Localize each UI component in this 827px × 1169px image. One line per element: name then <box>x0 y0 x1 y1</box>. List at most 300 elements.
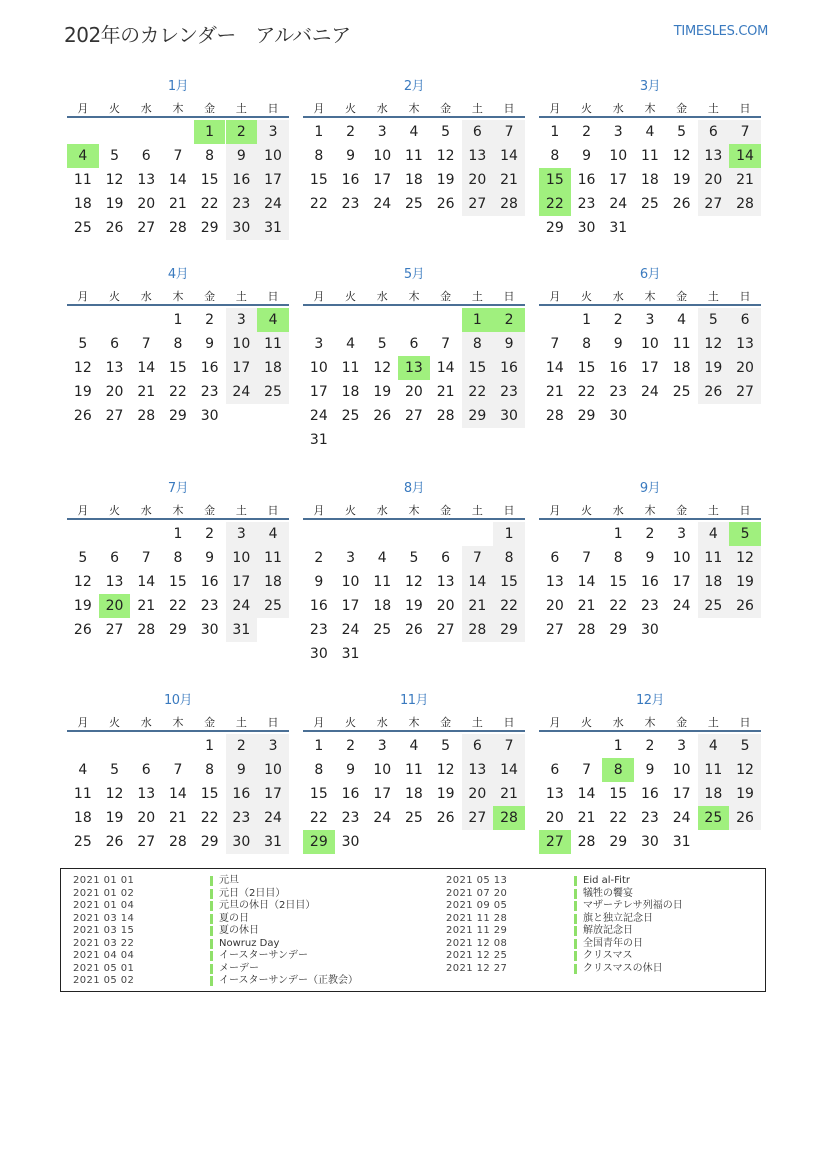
day-cell[interactable]: 24 <box>226 594 258 618</box>
day-cell[interactable]: 22 <box>169 598 187 614</box>
day-cell[interactable]: 31 <box>672 834 691 850</box>
day-cell[interactable]: 9 <box>346 762 355 778</box>
day-cell[interactable]: 12 <box>373 360 392 376</box>
day-cell[interactable]: 24 <box>373 810 392 826</box>
day-cell[interactable]: 17 <box>373 786 392 802</box>
day-cell[interactable]: 5 <box>409 550 419 566</box>
day-cell[interactable]: 19 <box>672 172 691 188</box>
day-cell[interactable]: 17 <box>226 570 258 594</box>
day-cell[interactable]: 19 <box>405 598 423 614</box>
day-cell[interactable]: 20 <box>405 384 423 400</box>
day-cell[interactable]: 17 <box>641 360 659 376</box>
day-cell[interactable]: 16 <box>609 360 628 376</box>
holiday-day-cell[interactable]: 4 <box>67 144 99 168</box>
day-cell[interactable]: 28 <box>577 834 596 850</box>
day-cell[interactable]: 5 <box>698 308 730 332</box>
day-cell[interactable]: 9 <box>226 758 258 782</box>
holiday-day-cell[interactable]: 27 <box>539 830 571 854</box>
day-cell[interactable]: 14 <box>169 172 187 188</box>
day-cell[interactable]: 11 <box>341 360 360 376</box>
day-cell[interactable]: 23 <box>226 192 258 216</box>
day-cell[interactable]: 22 <box>462 380 494 404</box>
day-cell[interactable]: 24 <box>373 196 392 212</box>
day-cell[interactable]: 22 <box>609 810 628 826</box>
day-cell[interactable]: 14 <box>577 786 596 802</box>
day-cell[interactable]: 5 <box>441 738 451 754</box>
day-cell[interactable]: 23 <box>641 810 659 826</box>
day-cell[interactable]: 17 <box>672 574 691 590</box>
day-cell[interactable]: 27 <box>436 622 455 638</box>
holiday-day-cell[interactable]: 1 <box>462 308 494 332</box>
day-cell[interactable]: 20 <box>105 384 124 400</box>
day-cell[interactable]: 29 <box>169 408 187 424</box>
day-cell[interactable]: 20 <box>436 598 455 614</box>
day-cell[interactable]: 3 <box>613 124 623 140</box>
day-cell[interactable]: 8 <box>493 546 525 570</box>
day-cell[interactable]: 6 <box>462 120 494 144</box>
day-cell[interactable]: 27 <box>462 192 494 216</box>
day-cell[interactable]: 30 <box>641 834 659 850</box>
day-cell[interactable]: 3 <box>257 120 289 144</box>
day-cell[interactable]: 14 <box>169 786 187 802</box>
day-cell[interactable]: 23 <box>341 196 360 212</box>
day-cell[interactable]: 10 <box>641 336 659 352</box>
day-cell[interactable]: 2 <box>226 734 258 758</box>
day-cell[interactable]: 3 <box>377 124 387 140</box>
day-cell[interactable]: 21 <box>137 384 156 400</box>
day-cell[interactable]: 23 <box>493 380 525 404</box>
day-cell[interactable]: 14 <box>137 574 156 590</box>
holiday-day-cell[interactable]: 5 <box>729 522 761 546</box>
day-cell[interactable]: 21 <box>577 810 596 826</box>
day-cell[interactable]: 18 <box>405 786 423 802</box>
day-cell[interactable]: 17 <box>257 168 289 192</box>
day-cell[interactable]: 23 <box>341 810 360 826</box>
day-cell[interactable]: 16 <box>226 168 258 192</box>
day-cell[interactable]: 25 <box>257 594 289 618</box>
day-cell[interactable]: 6 <box>110 336 119 352</box>
day-cell[interactable]: 25 <box>73 220 92 236</box>
day-cell[interactable]: 24 <box>641 384 659 400</box>
day-cell[interactable]: 31 <box>257 830 289 854</box>
day-cell[interactable]: 27 <box>729 380 761 404</box>
day-cell[interactable]: 18 <box>698 782 730 806</box>
day-cell[interactable]: 16 <box>200 360 219 376</box>
day-cell[interactable]: 10 <box>373 762 392 778</box>
day-cell[interactable]: 29 <box>609 622 628 638</box>
day-cell[interactable]: 26 <box>698 380 730 404</box>
day-cell[interactable]: 21 <box>577 598 596 614</box>
day-cell[interactable]: 18 <box>641 172 659 188</box>
day-cell[interactable]: 29 <box>609 834 628 850</box>
day-cell[interactable]: 14 <box>545 360 564 376</box>
day-cell[interactable]: 7 <box>173 762 183 778</box>
day-cell[interactable]: 30 <box>200 622 219 638</box>
day-cell[interactable]: 21 <box>462 594 494 618</box>
day-cell[interactable]: 1 <box>613 526 623 542</box>
holiday-day-cell[interactable]: 29 <box>303 830 335 854</box>
day-cell[interactable]: 27 <box>545 622 564 638</box>
day-cell[interactable]: 9 <box>613 336 623 352</box>
holiday-day-cell[interactable]: 14 <box>729 144 761 168</box>
day-cell[interactable]: 11 <box>672 336 691 352</box>
holiday-day-cell[interactable]: 2 <box>493 308 525 332</box>
day-cell[interactable]: 12 <box>729 758 761 782</box>
day-cell[interactable]: 24 <box>226 380 258 404</box>
day-cell[interactable]: 11 <box>405 148 423 164</box>
day-cell[interactable]: 7 <box>493 120 525 144</box>
day-cell[interactable]: 5 <box>677 124 687 140</box>
day-cell[interactable]: 2 <box>205 526 215 542</box>
day-cell[interactable]: 26 <box>73 622 92 638</box>
day-cell[interactable]: 3 <box>677 526 687 542</box>
day-cell[interactable]: 1 <box>493 522 525 546</box>
day-cell[interactable]: 18 <box>257 570 289 594</box>
day-cell[interactable]: 27 <box>698 192 730 216</box>
day-cell[interactable]: 6 <box>462 734 494 758</box>
day-cell[interactable]: 2 <box>346 738 355 754</box>
day-cell[interactable]: 30 <box>577 220 596 236</box>
day-cell[interactable]: 4 <box>257 522 289 546</box>
day-cell[interactable]: 2 <box>645 526 655 542</box>
day-cell[interactable]: 2 <box>205 312 215 328</box>
day-cell[interactable]: 26 <box>405 622 423 638</box>
day-cell[interactable]: 3 <box>645 312 655 328</box>
day-cell[interactable]: 6 <box>110 550 119 566</box>
day-cell[interactable]: 4 <box>677 312 687 328</box>
day-cell[interactable]: 1 <box>613 738 623 754</box>
day-cell[interactable]: 20 <box>729 356 761 380</box>
day-cell[interactable]: 25 <box>373 622 392 638</box>
day-cell[interactable]: 18 <box>672 360 691 376</box>
day-cell[interactable]: 23 <box>200 598 219 614</box>
day-cell[interactable]: 15 <box>200 786 219 802</box>
holiday-day-cell[interactable]: 8 <box>602 758 634 782</box>
day-cell[interactable]: 7 <box>729 120 761 144</box>
day-cell[interactable]: 18 <box>405 172 423 188</box>
day-cell[interactable]: 1 <box>314 738 324 754</box>
day-cell[interactable]: 27 <box>405 408 423 424</box>
day-cell[interactable]: 8 <box>462 332 494 356</box>
day-cell[interactable]: 24 <box>341 622 360 638</box>
day-cell[interactable]: 16 <box>200 574 219 590</box>
day-cell[interactable]: 20 <box>698 168 730 192</box>
day-cell[interactable]: 4 <box>409 124 419 140</box>
day-cell[interactable]: 1 <box>205 738 215 754</box>
day-cell[interactable]: 20 <box>137 196 156 212</box>
day-cell[interactable]: 9 <box>346 148 355 164</box>
day-cell[interactable]: 11 <box>641 148 659 164</box>
day-cell[interactable]: 31 <box>309 432 328 448</box>
day-cell[interactable]: 19 <box>73 384 92 400</box>
day-cell[interactable]: 4 <box>698 734 730 758</box>
day-cell[interactable]: 26 <box>436 196 455 212</box>
day-cell[interactable]: 15 <box>462 356 494 380</box>
day-cell[interactable]: 29 <box>577 408 596 424</box>
day-cell[interactable]: 19 <box>436 172 455 188</box>
day-cell[interactable]: 5 <box>377 336 387 352</box>
day-cell[interactable]: 16 <box>341 172 360 188</box>
day-cell[interactable]: 29 <box>200 834 219 850</box>
day-cell[interactable]: 11 <box>73 172 92 188</box>
day-cell[interactable]: 31 <box>257 216 289 240</box>
day-cell[interactable]: 8 <box>205 148 215 164</box>
day-cell[interactable]: 16 <box>641 786 659 802</box>
day-cell[interactable]: 27 <box>462 806 494 830</box>
day-cell[interactable]: 22 <box>493 594 525 618</box>
day-cell[interactable]: 15 <box>169 574 187 590</box>
day-cell[interactable]: 4 <box>645 124 655 140</box>
day-cell[interactable]: 4 <box>409 738 419 754</box>
day-cell[interactable]: 13 <box>436 574 455 590</box>
day-cell[interactable]: 4 <box>698 522 730 546</box>
day-cell[interactable]: 15 <box>309 786 328 802</box>
day-cell[interactable]: 23 <box>641 598 659 614</box>
day-cell[interactable]: 2 <box>582 124 591 140</box>
day-cell[interactable]: 20 <box>137 810 156 826</box>
day-cell[interactable]: 16 <box>341 786 360 802</box>
day-cell[interactable]: 26 <box>105 834 124 850</box>
day-cell[interactable]: 2 <box>314 550 324 566</box>
day-cell[interactable]: 7 <box>173 148 183 164</box>
day-cell[interactable]: 10 <box>309 360 328 376</box>
day-cell[interactable]: 19 <box>105 810 124 826</box>
day-cell[interactable]: 12 <box>73 574 92 590</box>
day-cell[interactable]: 12 <box>405 574 423 590</box>
day-cell[interactable]: 20 <box>545 598 564 614</box>
day-cell[interactable]: 16 <box>309 598 328 614</box>
day-cell[interactable]: 19 <box>698 356 730 380</box>
day-cell[interactable]: 4 <box>346 336 355 352</box>
day-cell[interactable]: 25 <box>405 810 423 826</box>
day-cell[interactable]: 7 <box>141 336 151 352</box>
day-cell[interactable]: 12 <box>436 148 455 164</box>
day-cell[interactable]: 8 <box>173 336 183 352</box>
day-cell[interactable]: 9 <box>314 574 324 590</box>
day-cell[interactable]: 22 <box>309 810 328 826</box>
day-cell[interactable]: 18 <box>257 356 289 380</box>
day-cell[interactable]: 14 <box>493 758 525 782</box>
day-cell[interactable]: 27 <box>105 622 124 638</box>
day-cell[interactable]: 7 <box>441 336 451 352</box>
day-cell[interactable]: 26 <box>436 810 455 826</box>
day-cell[interactable]: 22 <box>309 196 328 212</box>
day-cell[interactable]: 26 <box>73 408 92 424</box>
day-cell[interactable]: 21 <box>436 384 455 400</box>
day-cell[interactable]: 10 <box>373 148 392 164</box>
day-cell[interactable]: 21 <box>169 196 187 212</box>
day-cell[interactable]: 17 <box>257 782 289 806</box>
day-cell[interactable]: 5 <box>78 550 88 566</box>
day-cell[interactable]: 12 <box>105 786 124 802</box>
day-cell[interactable]: 22 <box>200 810 219 826</box>
day-cell[interactable]: 12 <box>436 762 455 778</box>
day-cell[interactable]: 30 <box>200 408 219 424</box>
day-cell[interactable]: 28 <box>493 192 525 216</box>
day-cell[interactable]: 16 <box>226 782 258 806</box>
site-logo[interactable]: TIMESLES.COM <box>673 24 768 39</box>
holiday-day-cell[interactable]: 13 <box>398 356 430 380</box>
day-cell[interactable]: 3 <box>677 738 687 754</box>
day-cell[interactable]: 3 <box>226 308 258 332</box>
day-cell[interactable]: 9 <box>493 332 525 356</box>
day-cell[interactable]: 24 <box>609 196 628 212</box>
day-cell[interactable]: 11 <box>257 332 289 356</box>
day-cell[interactable]: 17 <box>373 172 392 188</box>
day-cell[interactable]: 14 <box>137 360 156 376</box>
day-cell[interactable]: 13 <box>462 758 494 782</box>
day-cell[interactable]: 31 <box>341 646 360 662</box>
day-cell[interactable]: 26 <box>373 408 392 424</box>
day-cell[interactable]: 2 <box>346 124 355 140</box>
day-cell[interactable]: 6 <box>441 550 451 566</box>
day-cell[interactable]: 28 <box>545 408 564 424</box>
day-cell[interactable]: 24 <box>309 408 328 424</box>
day-cell[interactable]: 13 <box>545 786 564 802</box>
day-cell[interactable]: 11 <box>257 546 289 570</box>
day-cell[interactable]: 7 <box>582 762 591 778</box>
day-cell[interactable]: 30 <box>641 622 659 638</box>
day-cell[interactable]: 26 <box>729 594 761 618</box>
day-cell[interactable]: 19 <box>729 782 761 806</box>
day-cell[interactable]: 20 <box>462 782 494 806</box>
day-cell[interactable]: 11 <box>698 546 730 570</box>
day-cell[interactable]: 13 <box>545 574 564 590</box>
day-cell[interactable]: 23 <box>226 806 258 830</box>
day-cell[interactable]: 13 <box>105 360 124 376</box>
day-cell[interactable]: 1 <box>582 312 591 328</box>
day-cell[interactable]: 17 <box>226 356 258 380</box>
day-cell[interactable]: 19 <box>373 384 392 400</box>
holiday-day-cell[interactable]: 2 <box>226 120 258 144</box>
day-cell[interactable]: 8 <box>613 550 623 566</box>
day-cell[interactable]: 7 <box>462 546 494 570</box>
day-cell[interactable]: 28 <box>169 220 187 236</box>
day-cell[interactable]: 12 <box>729 546 761 570</box>
holiday-day-cell[interactable]: 22 <box>539 192 571 216</box>
day-cell[interactable]: 14 <box>436 360 455 376</box>
day-cell[interactable]: 11 <box>405 762 423 778</box>
day-cell[interactable]: 7 <box>493 734 525 758</box>
day-cell[interactable]: 15 <box>309 172 328 188</box>
day-cell[interactable]: 22 <box>577 384 596 400</box>
day-cell[interactable]: 1 <box>550 124 560 140</box>
day-cell[interactable]: 8 <box>314 762 324 778</box>
day-cell[interactable]: 15 <box>200 172 219 188</box>
day-cell[interactable]: 19 <box>436 786 455 802</box>
day-cell[interactable]: 17 <box>341 598 360 614</box>
day-cell[interactable]: 28 <box>577 622 596 638</box>
day-cell[interactable]: 9 <box>582 148 591 164</box>
day-cell[interactable]: 23 <box>200 384 219 400</box>
day-cell[interactable]: 21 <box>137 598 156 614</box>
day-cell[interactable]: 5 <box>110 762 119 778</box>
day-cell[interactable]: 23 <box>577 196 596 212</box>
day-cell[interactable]: 4 <box>78 762 88 778</box>
day-cell[interactable]: 9 <box>226 144 258 168</box>
day-cell[interactable]: 28 <box>462 618 494 642</box>
day-cell[interactable]: 28 <box>729 192 761 216</box>
day-cell[interactable]: 5 <box>110 148 119 164</box>
day-cell[interactable]: 12 <box>672 148 691 164</box>
day-cell[interactable]: 12 <box>698 332 730 356</box>
day-cell[interactable]: 30 <box>609 408 628 424</box>
day-cell[interactable]: 30 <box>226 216 258 240</box>
day-cell[interactable]: 24 <box>257 192 289 216</box>
day-cell[interactable]: 9 <box>205 550 215 566</box>
day-cell[interactable]: 10 <box>257 758 289 782</box>
day-cell[interactable]: 17 <box>672 786 691 802</box>
day-cell[interactable]: 28 <box>137 408 156 424</box>
day-cell[interactable]: 9 <box>645 550 655 566</box>
day-cell[interactable]: 1 <box>173 312 183 328</box>
day-cell[interactable]: 13 <box>137 172 156 188</box>
day-cell[interactable]: 28 <box>436 408 455 424</box>
day-cell[interactable]: 17 <box>309 384 328 400</box>
day-cell[interactable]: 14 <box>577 574 596 590</box>
day-cell[interactable]: 13 <box>462 144 494 168</box>
day-cell[interactable]: 19 <box>729 570 761 594</box>
day-cell[interactable]: 25 <box>698 594 730 618</box>
day-cell[interactable]: 13 <box>105 574 124 590</box>
day-cell[interactable]: 30 <box>341 834 360 850</box>
day-cell[interactable]: 12 <box>73 360 92 376</box>
day-cell[interactable]: 28 <box>137 622 156 638</box>
day-cell[interactable]: 25 <box>672 384 691 400</box>
day-cell[interactable]: 3 <box>226 522 258 546</box>
day-cell[interactable]: 4 <box>377 550 387 566</box>
day-cell[interactable]: 10 <box>226 332 258 356</box>
day-cell[interactable]: 25 <box>641 196 659 212</box>
day-cell[interactable]: 8 <box>582 336 591 352</box>
day-cell[interactable]: 25 <box>405 196 423 212</box>
day-cell[interactable]: 20 <box>545 810 564 826</box>
day-cell[interactable]: 8 <box>314 148 324 164</box>
day-cell[interactable]: 3 <box>314 336 324 352</box>
day-cell[interactable]: 6 <box>550 550 560 566</box>
day-cell[interactable]: 23 <box>609 384 628 400</box>
day-cell[interactable]: 21 <box>493 168 525 192</box>
day-cell[interactable]: 5 <box>729 734 761 758</box>
day-cell[interactable]: 3 <box>377 738 387 754</box>
day-cell[interactable]: 15 <box>609 786 628 802</box>
day-cell[interactable]: 18 <box>698 570 730 594</box>
day-cell[interactable]: 2 <box>613 312 623 328</box>
day-cell[interactable]: 26 <box>672 196 691 212</box>
day-cell[interactable]: 25 <box>257 380 289 404</box>
day-cell[interactable]: 29 <box>545 220 564 236</box>
day-cell[interactable]: 13 <box>137 786 156 802</box>
day-cell[interactable]: 6 <box>141 762 151 778</box>
day-cell[interactable]: 16 <box>577 172 596 188</box>
holiday-day-cell[interactable]: 15 <box>539 168 571 192</box>
day-cell[interactable]: 27 <box>105 408 124 424</box>
day-cell[interactable]: 30 <box>309 646 328 662</box>
day-cell[interactable]: 26 <box>729 806 761 830</box>
day-cell[interactable]: 31 <box>609 220 628 236</box>
day-cell[interactable]: 29 <box>493 618 525 642</box>
day-cell[interactable]: 31 <box>226 618 258 642</box>
day-cell[interactable]: 24 <box>257 806 289 830</box>
day-cell[interactable]: 7 <box>550 336 560 352</box>
day-cell[interactable]: 9 <box>205 336 215 352</box>
day-cell[interactable]: 6 <box>729 308 761 332</box>
day-cell[interactable]: 14 <box>493 144 525 168</box>
day-cell[interactable]: 10 <box>609 148 628 164</box>
day-cell[interactable]: 10 <box>226 546 258 570</box>
holiday-day-cell[interactable]: 1 <box>194 120 226 144</box>
day-cell[interactable]: 11 <box>73 786 92 802</box>
